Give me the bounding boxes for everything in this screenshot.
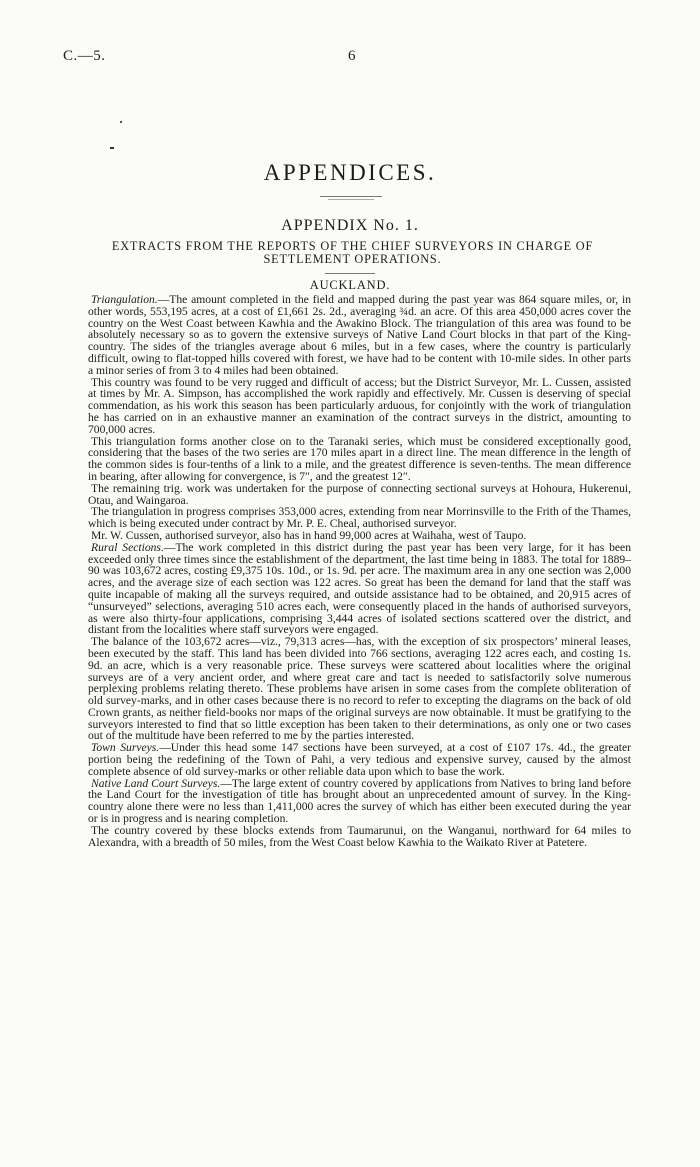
print-speck (110, 147, 114, 149)
paragraph (88, 825, 631, 849)
paragraph-text: —The large extent of country covered by applications from Natives to bring land before the Land Court for the investigation of title has brought about an unprecedented amount of survey. In the King-country alone there were no less than 1,411,000 acres the survey of which has either been executed during the year or is in progress and is nearing completion. (88, 776, 631, 826)
paragraph-text: The country covered by these blocks extends from Taumarunui, on the Wanganui, northward for 64 miles to Alexandra, with a breadth of 50 miles, from the West Coast below Kawhia to the Waikato River at Patetere. (88, 823, 631, 849)
title-divider-2 (328, 199, 374, 200)
paragraph-text: This triangulation forms another close on to the Taranaki series, which must be considered exceptionally good, considering that the bases of the two series are 170 miles apart in a direct line. The mean difference in the length of the common sides is four-tenths of a link to a mile, and the greatest difference is seven-tenths. The mean difference in bearing, after allowing for convergence, is 7″, and the greatest 12″. (88, 434, 631, 483)
extract-title: EXTRACTS FROM THE REPORTS OF THE CHIEF SURVEYORS IN CHARGE OF SETTLEMENT OPERATIONS. (111, 239, 594, 266)
paragraph-text: Mr. W. Cussen, authorised surveyor, also has in hand 99,000 acres at Waihaha, west of Taupo. (91, 528, 527, 542)
paragraph-lead: Rural Sections. (91, 540, 164, 554)
paragraph-text: —The amount completed in the field and mapped during the past year was 864 square miles, or, in other words, 553,195 acres, at a cost of £1,661 2s. 2d., averaging ¾d. an acre. Of this area 450,000 acres cover the country on the West Coast between Kawhia and the Awakino Block. The triangulation of this area was found to be absolutely necessary so as to govern the extensive surveys of Native Land Court blocks in that part of the King-country. The sides of the triangles average about 6 miles, but in a few cases, where the country is particularly difficult, owing to flat-topped hills covered with forest, we have had to be content with 10-mile sides. In other parts a minor series of from 3 to 4 miles had been obtained. (88, 293, 631, 377)
title-divider (320, 196, 382, 197)
paragraph (88, 483, 631, 507)
paragraph (88, 377, 631, 436)
paragraph-text: The triangulation in progress comprises 353,000 acres, extending from near Morrinsville to the Frith of the Thames, which is being executed under contract by Mr. P. E. Cheal, authorised surveyor. (88, 505, 631, 531)
document-reference: C.—5. (63, 48, 106, 64)
paragraph (88, 636, 631, 742)
paragraph-text: The remaining trig. work was undertaken for the purpose of connecting sectional surveys at Hohoura, Hukerenui, Otau, and Waingaroa. (88, 481, 631, 507)
paragraph-text: —The work completed in this district during the past year has been very large, for it has been exceeded only three times since the establishment of the department, the last time being in 1883. The total for 1889–90 was 103,672 acres, costing £9,375 10s. 10d., or 1s. 9d. per acre. The maximum area in any one section was 2,000 acres, and the average size of each section was 122 acres. So great has been the demand for land that the staff was quite incapable of making all the surveys required, and outside assistance had to be obtained, and 20,915 acres of “unsurveyed” selections, averaging 510 acres each, were consequently placed in the hands of authorised surveyors, as were also thirty-four applications, comprising 3,444 acres of isolated sections scattered over the district, and distant from the localities where staff surveyors were engaged. (88, 540, 631, 637)
paragraph-lead: Town Surveys. (91, 741, 160, 755)
paragraph-text: This country was found to be very rugged and difficult of access; but the District Surveyor, Mr. L. Cussen, assisted at times by Mr. A. Simpson, has accomplished the work rapidly and effectively. Mr. Cussen is deserving of special commendation, as his work this season has been particularly arduous, for conjointly with the work of triangulation he has carried on in an exhaustive manner an examination of the contract surveys in the district, amounting to 700,000 acres. (88, 375, 631, 436)
report-body (88, 294, 631, 848)
paragraph-text: The balance of the 103,672 acres—viz., 79,313 acres—has, with the exception of six prospectors’ mineral leases, been executed by the staff. This land has been divided into 766 sections, averaging 122 acres each, and costing 1s. 9d. an acre, which is a very reasonable price. These surveys were scattered about localities where the original surveys are of a very ancient order, and where great care and tact is needed to satisfactorily solve numerous perplexing problems relating thereto. These problems have arisen in some cases from the complete obliteration of old survey-marks, and in other cases because there is no record to refer to excepting the diagrams on the back of old Crown grants, as neither field-books nor maps of the original surveys are now obtainable. It must be gratifying to the surveyors interested to find that so little exception has been taken to their determinations, as only one or two cases out of the multitude have been referred to me by the parties interested. (88, 635, 631, 743)
section-divider (325, 273, 375, 274)
appendix-heading: APPENDIX No. 1. (281, 217, 419, 234)
paragraph-lead: Native Land Court Surveys. (91, 776, 221, 790)
region-heading: AUCKLAND. (309, 278, 391, 292)
paragraph (88, 506, 631, 530)
paragraph-lead: Triangulation. (91, 293, 158, 306)
paragraph-triangulation (88, 294, 631, 377)
paragraph-native-land-court (88, 778, 631, 825)
paragraph-town-surveys (88, 742, 631, 777)
paragraph-rural-sections (88, 542, 631, 636)
page-title: APPENDICES. (263, 160, 437, 185)
page-number: 6 (348, 48, 356, 64)
paragraph (88, 436, 631, 483)
paragraph-text: —Under this head some 147 sections have been surveyed, at a cost of £107 17s. 4d., the greater portion being the redefining of the Town of Pahi, a very tedious and expensive survey, caused by the almost complete absence of old survey-marks or other reliable data upon which to base the work. (88, 741, 632, 778)
print-speck (120, 121, 122, 123)
